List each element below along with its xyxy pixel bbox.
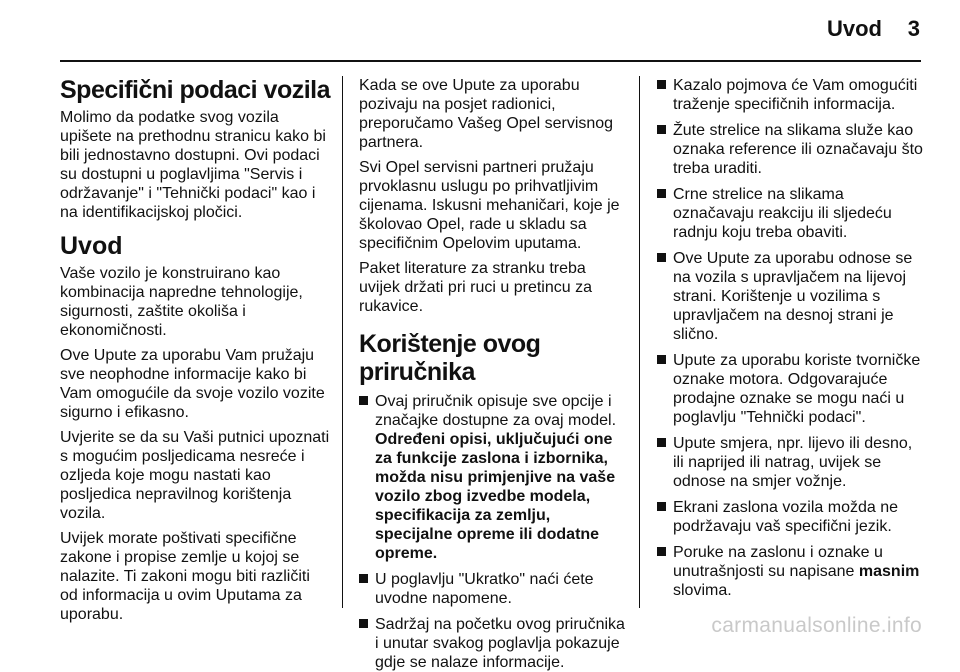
paragraph: Molimo da podatke svog vozila upišete na prethodnu stranicu kako bi bili jednostavno dostupni. Ovi podaci su dostupni u poglavljima "Servis i održavanje" i "Tehnički podaci" kao i na identifikacijskoj pločici. <box>60 109 326 221</box>
bullet-text-tail: slovima. <box>673 582 732 599</box>
column-divider-1 <box>342 76 343 608</box>
list-item <box>657 498 925 536</box>
bullet-square-icon <box>657 438 666 447</box>
bullet-list <box>359 392 631 672</box>
paragraph: Uvjerite se da su Vaši putnici upoznati s mogućim posljedicama nesreće i ozljeda koje mogu nastati kao posljedica nepravilnog korištenja vozila. <box>60 429 330 522</box>
list-item <box>657 249 925 344</box>
bullet-text: Crne strelice na slikama označavaju reakciju ili sljedeću radnju koju treba obaviti. <box>673 186 892 241</box>
section-introduction <box>60 232 332 624</box>
column-2 <box>359 76 631 671</box>
chapter-title: Uvod <box>827 16 882 41</box>
header-divider <box>60 60 921 62</box>
bullet-text: Upute smjera, npr. lijevo ili desno, ili naprijed ili natrag, uvijek se odnose na smjer vožnje. <box>673 435 913 490</box>
page-number: 3 <box>907 16 920 41</box>
list-item <box>657 76 925 114</box>
column-3 <box>657 76 925 608</box>
bullet-text: Sadržaj na početku ovog priručnika i unutar svakog poglavlja pokazuje gdje se nalaze informacije. <box>375 616 625 671</box>
paragraph: Kada se ove Upute za uporabu pozivaju na posjet radionici, preporučamo Vašeg Opel servisnog partnera. <box>359 77 614 151</box>
bullet-square-icon <box>657 80 666 89</box>
bullet-text: Poruke na zaslonu i oznake u unutrašnjosti su napisane <box>673 544 883 580</box>
list-item <box>657 121 925 178</box>
list-item <box>657 543 925 600</box>
bullet-text: Ove Upute za uporabu odnose se na vozila s upravljačem na lijevoj strani. Korištenje u vozilima s upravljačem na desnoj strani je slično. <box>673 250 913 343</box>
bullet-square-icon <box>657 253 666 262</box>
bullet-list <box>657 76 925 600</box>
paragraph: Ove Upute za uporabu Vam pružaju sve neophodne informacije kako bi Vam omogućile da svoje vozilo vozite sigurno i efikasno. <box>60 347 325 421</box>
bullet-square-icon <box>657 125 666 134</box>
paragraph: Uvijek morate poštivati specifične zakone i propise zemlje u kojoj se nalazite. Ti zakoni mogu biti različiti od informacija u ovim Uputama za uporabu. <box>60 530 310 623</box>
list-item <box>359 615 631 672</box>
bullet-square-icon <box>657 502 666 511</box>
bullet-square-icon <box>657 355 666 364</box>
bullet-square-icon <box>657 547 666 556</box>
column-divider-2 <box>639 76 640 608</box>
heading-using-manual: Korištenje ovog priručnika <box>359 330 541 386</box>
bullet-text: U poglavlju "Ukratko" naći ćete uvodne napomene. <box>375 571 594 607</box>
section-vehicle-data <box>60 76 332 222</box>
heading-introduction: Uvod <box>60 232 123 260</box>
bullet-text: Žute strelice na slikama služe kao oznaka reference ili označavaju što treba uraditi. <box>673 122 923 177</box>
bullet-bold-text: Određeni opisi, uključujući one za funkcije zaslona i izbornika, možda nisu primjenjive na vaše vozilo zbog izvedbe modela, specifikacija za zemlju, specijalne opreme ili dodatne opreme. <box>375 431 616 562</box>
list-item <box>657 185 925 242</box>
bullet-text: Upute za uporabu koriste tvorničke oznake motora. Odgovarajuće prodajne oznake se mogu naći u poglavlju "Tehnički podaci". <box>673 352 921 426</box>
bullet-square-icon <box>657 189 666 198</box>
paragraph: Svi Opel servisni partneri pružaju prvoklasnu uslugu po prihvatljivim cijenama. Iskusni mehaničari, koje je školovao Opel, rade u skladu sa specifičnim Opelovim uputama. <box>359 159 620 252</box>
bullet-text: Ekrani zaslona vozila možda ne podržavaju vaš specifični jezik. <box>673 499 899 535</box>
bullet-text: Kazalo pojmova će Vam omogućiti traženje specifičnih informacija. <box>673 77 918 113</box>
bullet-square-icon <box>359 619 368 628</box>
paragraph: Paket literature za stranku treba uvijek držati pri ruci u pretincu za rukavice. <box>359 260 592 315</box>
bullet-square-icon <box>359 396 368 405</box>
watermark-text: carmanualsonline.info <box>711 614 922 637</box>
heading-vehicle-data: Specifični podaci vozila <box>60 76 331 104</box>
list-item <box>657 434 925 491</box>
bullet-square-icon <box>359 574 368 583</box>
list-item <box>359 392 631 563</box>
page-header <box>0 0 960 60</box>
list-item <box>657 351 925 427</box>
paragraph: Vaše vozilo je konstruirano kao kombinacija napredne tehnologije, sigurnosti, zaštite okoliša i ekonomičnosti. <box>60 265 303 339</box>
column-1 <box>60 76 332 623</box>
list-item <box>359 570 631 608</box>
bullet-bold-word: masnim <box>858 563 920 580</box>
bullet-text: Ovaj priručnik opisuje sve opcije i značajke dostupne za ovaj model. <box>375 393 617 429</box>
